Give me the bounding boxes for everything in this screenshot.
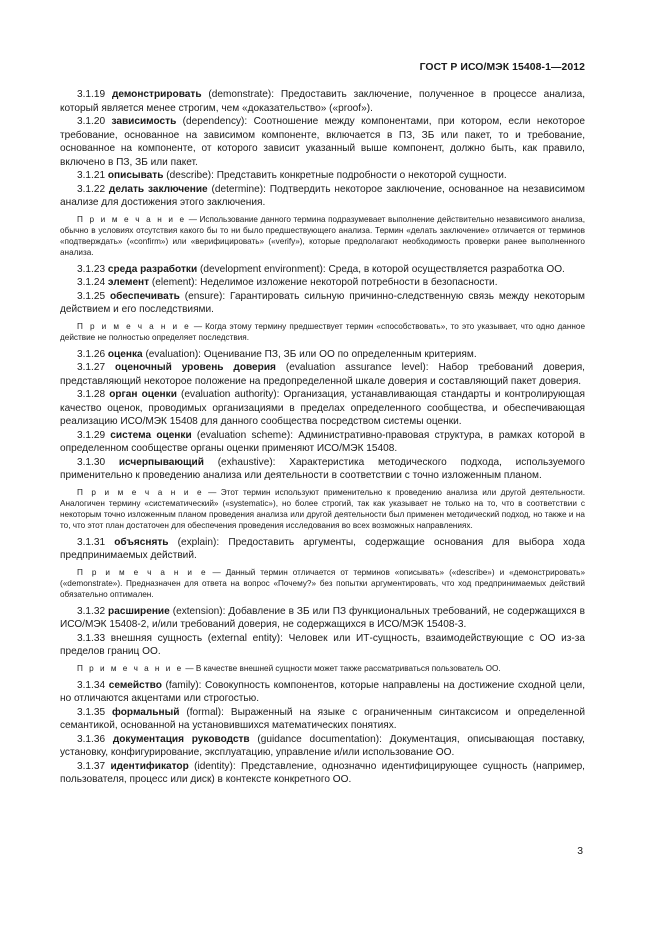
term-text: (formal): Выраженный на языке с ограниченным синтаксисом и определенной семантикой, основанной на установившихся математических понятиях. [60, 706, 586, 731]
term-definition [60, 605, 585, 632]
term-number: 3.1.22 [77, 183, 106, 195]
term-name: элемент [107, 277, 150, 288]
term-name: среда разработки [107, 263, 198, 275]
document-code-header: ГОСТ Р ИСО/МЭК 15408-1—2012 [419, 62, 585, 73]
term-name: объяснять [114, 536, 169, 548]
note-label: П р и м е ч а н и е [77, 487, 204, 497]
term-definition [60, 388, 585, 429]
term-name: идентификатор [110, 760, 189, 772]
term-name: оценочный уровень доверия [115, 362, 276, 373]
term-name: документация руководств [112, 733, 250, 745]
term-definition [60, 263, 585, 277]
term-text: (ensure): Гарантировать сильную причинно-следственную связь между некоторым действием и его последствиями. [60, 290, 585, 315]
term-number: 3.1.34 [77, 679, 106, 691]
note [60, 487, 585, 531]
term-definition [60, 169, 585, 183]
term-definition [60, 456, 585, 483]
term-definition [60, 348, 585, 362]
note-text: — Данный термин отличается от терминов «описывать» («describe») и «демонстрировать» («demonstrate»). Предназначен для ответа на вопрос «Почему?» без попытки аргументировать, что ход предпринимаемых действий обязательно оптимален. [60, 567, 585, 599]
term-text: (guidance documentation): Документация, описывающая поставку, установку, конфигурирование, эксплуатацию, управление и/или использование ОО. [60, 733, 585, 758]
note-label: П р и м е ч а н и е [77, 214, 187, 224]
term-text: (family): Совокупность компонентов, которые направлены на достижение сходной цели, но отличаются акцентами или строгостью. [60, 679, 585, 704]
term-definition [60, 706, 585, 733]
note [60, 321, 585, 343]
term-number: 3.1.36 [77, 733, 106, 745]
term-name: система оценки [110, 429, 192, 441]
term-definition [60, 290, 585, 317]
term-name: орган оценки [109, 389, 177, 400]
term-name: зависимость [111, 116, 177, 127]
term-text: (development environment): Среда, в которой осуществляется разработка ОО. [197, 263, 565, 275]
page-number: 3 [577, 846, 583, 857]
term-text: (explain): Предоставить аргументы, содержащие основания для выбора хода предпринимаемых действий. [60, 536, 585, 561]
note-text: — Использование данного термина подразумевает выполнение действительно независимого анализа, обычно в условиях отсутствия какого бы то ни было предшествующего анализа. Термин «делать заключение» отличается от терминов «подтверждать» («confirm») или «верифицировать» («verify»), которые предполагают необходимость проверки ранее выполненного анализа. [60, 214, 585, 257]
term-number: 3.1.23 [77, 263, 106, 275]
term-definition [60, 679, 585, 706]
term-name: описывать [107, 170, 164, 181]
term-text: (evaluation): Оценивание ПЗ, ЗБ или ОО по определенным критериям. [142, 348, 477, 360]
note-label: П р и м е ч а н и е [77, 567, 208, 577]
term-definition [60, 760, 585, 787]
terms-section [60, 88, 585, 787]
term-definition [60, 183, 585, 210]
term-text: (evaluation scheme): Административно-правовая структура, в рамках которой в определенном сообществе органы оценки применяют ИСО/МЭК 15408. [60, 429, 585, 454]
term-number: 3.1.27 [77, 362, 106, 373]
term-number: 3.1.21 [77, 170, 106, 181]
term-definition [60, 733, 585, 760]
term-definition [60, 361, 585, 388]
term-number: 3.1.35 [77, 706, 106, 718]
term-definition [60, 429, 585, 456]
term-definition [60, 632, 585, 659]
term-definition [60, 276, 585, 290]
note-label: П р и м е ч а н и е [77, 663, 184, 673]
term-name: демонстрировать [111, 89, 202, 100]
note-label: П р и м е ч а н и е [77, 321, 191, 331]
term-number: 3.1.26 [77, 348, 106, 360]
note [60, 663, 585, 674]
term-name: исчерпывающий [118, 456, 204, 468]
term-number: 3.1.28 [77, 389, 106, 400]
term-number: 3.1.24 [77, 277, 106, 288]
note [60, 567, 585, 600]
term-name: формальный [112, 706, 180, 718]
term-definition [60, 115, 585, 169]
term-definition [60, 88, 585, 115]
term-number: 3.1.25 [77, 290, 106, 302]
term-name: семейство [108, 679, 162, 691]
term-text: внешняя сущность (external entity): Человек или ИТ-сущность, взаимодействующие с ОО из-за пределов границ ОО. [60, 632, 585, 657]
term-text: (exhaustive): Характеристика методического подхода, используемого применительно к проведению анализа или деятельности в соответствии с точно изложенным планом. [60, 456, 585, 481]
term-text: (element): Неделимое изложение некоторой потребности в безопасности. [149, 277, 498, 288]
term-name: расширение [108, 605, 170, 617]
term-text: (evaluation authority): Организация, устанавливающая стандарты и контролирующая качество оценок, проводимых организациями в пределах определенного сообщества, и обеспечивающая реализацию ИСО/МЭК 15408 для данного сообщества посредством системы оценки. [60, 389, 586, 427]
term-name: обеспечивать [109, 290, 180, 302]
term-number: 3.1.37 [77, 760, 106, 772]
term-number: 3.1.33 [77, 632, 106, 644]
term-number: 3.1.31 [77, 536, 106, 548]
term-text: (determine): Подтвердить некоторое заключение, основанное на независимом анализе для достижения этого заключения. [60, 183, 585, 208]
term-name: оценка [107, 348, 143, 360]
term-number: 3.1.20 [77, 116, 106, 127]
term-name: делать заключение [108, 183, 208, 195]
term-number: 3.1.29 [77, 429, 106, 441]
term-text: (evaluation assurance level): Набор требований доверия, представляющий некоторое положение на предопределенной шкале доверия и составляющий пакет доверия. [60, 362, 585, 387]
term-text: (identity): Представление, однозначно идентифицирующее сущность (например, пользователя, процесс или диск) в контексте конкретного ОО. [60, 760, 585, 785]
term-text: (dependency): Соотношение между компонентами, при котором, если некоторое требование, основанное на зависимом компоненте, включается в ПЗ, ЗБ или пакет, то и требование, основанное на компоненте, от которого зависит указанный выше компонент, должно быть, как правило, включено в ПЗ, ЗБ или пакет. [60, 116, 585, 168]
term-number: 3.1.30 [77, 456, 106, 468]
term-text: (demonstrate): Предоставить заключение, полученное в процессе анализа, который является менее строгим, чем «доказательство» («proof»). [60, 89, 585, 114]
term-text: (extension): Добавление в ЗБ или ПЗ функциональных требований, не содержащихся в ИСО/МЭК 15408-2, и/или требований доверия, не содержащихся в ИСО/МЭК 15408-3. [60, 605, 585, 630]
term-number: 3.1.32 [77, 605, 106, 617]
note-text: — В качестве внешней сущности может также рассматриваться пользователь ОО. [183, 663, 501, 673]
note-text: — Когда этому термину предшествует термин «способствовать», то это указывает, что одно данное действие не полностью определяет последствия. [60, 321, 585, 342]
note-text: — Этот термин используют применительно к проведению анализа или другой деятельности. Аналогичен термину «систематический» («systematic»), но более строгий, так как указывает не только на то, что в соответствии с некоторым точно изложенным планом проведения анализа или другой деятельности был применен методический подход, но также и на то, что этот план достаточен для обеспечения проведения исследования во всех возможных направлениях. [60, 487, 585, 530]
note [60, 214, 585, 258]
term-number: 3.1.19 [77, 89, 106, 100]
term-text: (describe): Представить конкретные подробности о некоторой сущности. [163, 170, 507, 181]
term-definition [60, 536, 585, 563]
